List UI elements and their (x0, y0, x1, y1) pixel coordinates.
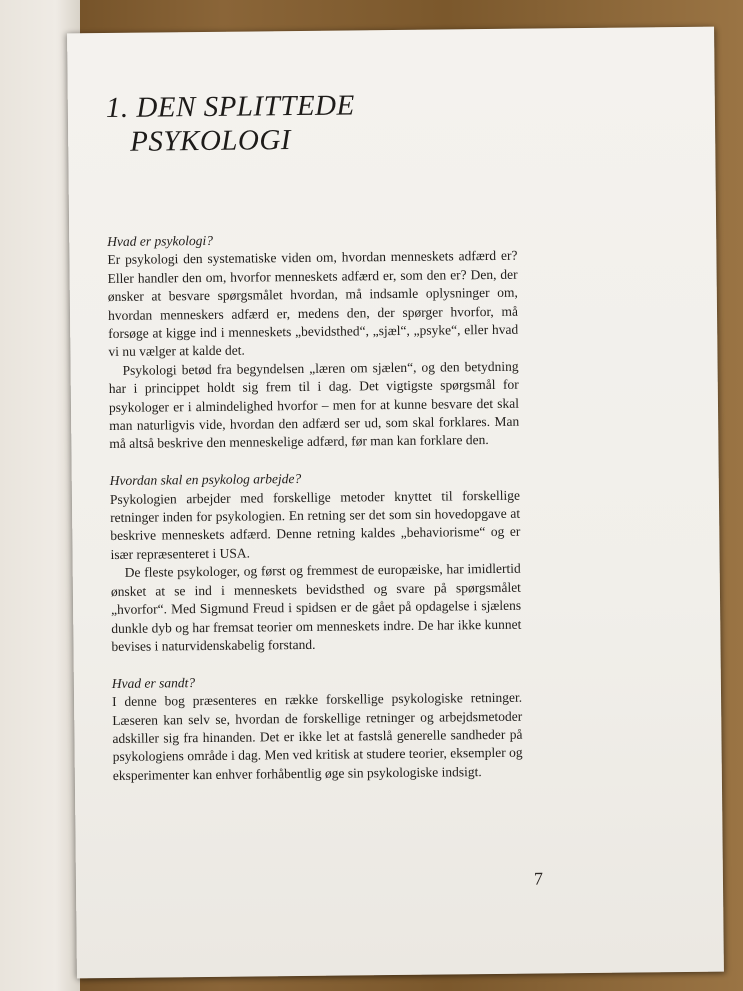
section-heading: Hvordan skal en psykolog arbejde? (109, 471, 302, 489)
paragraph: Er psykologi den systematiske viden om, hvordan menneskets adfærd er? Eller handler den om, hvorfor menneskets adfærd er, som den er? Den, der ønsker at besvare spørgsmålet hvordan, må indsamle oplysninger om, hvordan menneskers adfærd er, medens den, der spørger hvorfor, må forsøge at kigge ind i menneskets „bevidsthed“, „sjæl“, „psyke“, eller hvad vi nu vælger at kalde det. (107, 248, 519, 360)
paragraph: Psykologi betød fra begyndelsen „læren om sjælen“, og den betydning har i princippet holdt sig frem til i dag. Det vigtigste spørgsmål for psykologer er i almindelighed hvorfor – men for at kunne besvare det skal man naturligvis vide, hvordan den adfærd ser ud, som skal forklares. Man må altså beskrive den menneskelige adfærd, før man kan forklare den. (108, 358, 520, 452)
book-page (67, 27, 724, 979)
section-heading: Hvad er sandt? (111, 674, 196, 691)
paragraph: De fleste psykologer, og først og fremmest de europæiske, har imidlertid ønsket at se ind i menneskets bevidsthed og svare på spørgsmålet „hvorfor“. Med Sigmund Freud i spidsen er de gået på opdagelse i sjælens dunkle dyb og har fremsat teorier om menneskets indre. De har ikke kunnet bevises i naturvidenskabelig forstand. (110, 560, 522, 654)
chapter-title (106, 88, 356, 159)
section-hvad-er-psykologi (107, 229, 519, 454)
body-text (107, 229, 523, 804)
section-heading: Hvad er psykologi? (107, 232, 214, 250)
chapter-title-line-1: 1. DEN SPLITTEDE (105, 89, 355, 125)
section-hvordan-skal-en-psykolog-arbejde (110, 468, 522, 656)
paragraph: Psykologien arbejder med forskellige metoder knyttet til forskellige retninger inden for psykologien. En retning ser det som sin hovedopgave at beskrive menneskets adfærd. Denne retning kaldes „behaviorisme“ og er især repræsenteret i USA. (109, 487, 521, 562)
section-hvad-er-sandt (112, 670, 523, 785)
page-number: 7 (533, 868, 544, 889)
chapter-title-line-2: PSYKOLOGI (130, 124, 292, 158)
paragraph: I denne bog præsenteres en række forskellige psykologiske retninger. Læseren kan selv se, hvordan de forskellige retninger og arbejdsmetoder adskiller sig fra hinanden. Det er ikke let at fastslå generelle sandheder på psykologiens område i dag. Men ved kritisk at studere teorier, eksempler og eksperimenter kan enhver forhåbentlig øge sin psykologiske indsigt. (111, 689, 523, 783)
